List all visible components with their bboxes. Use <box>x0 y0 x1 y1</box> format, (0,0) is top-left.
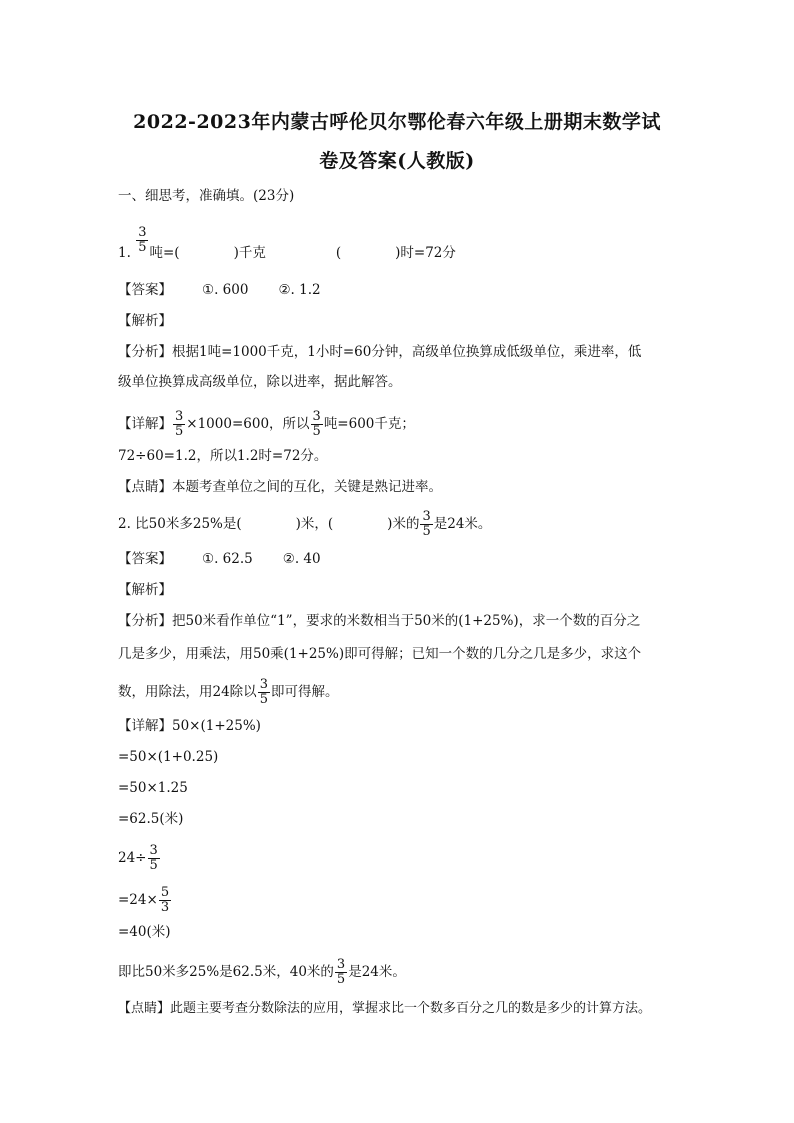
question-2-detail-line-4: =62.5(米) <box>118 811 184 827</box>
question-1-analysis-label: 【解析】 <box>118 313 172 329</box>
doc-title-line-1: 2022-2023年内蒙古呼伦贝尔鄂伦春六年级上册期末数学试 <box>133 111 661 133</box>
doc-title-line-2: 卷及答案(人教版) <box>319 150 475 172</box>
question-2-detail-line-2: =50×(1+0.25) <box>118 749 219 765</box>
question-1-remark: 【点睛】本题考查单位之间的互化，关键是熟记进率。 <box>118 479 442 495</box>
question-2-detail-line-6: =24× $\frac{5}{3}$ <box>118 885 170 915</box>
question-1-analysis-line-2: 级单位换算成高级单位，除以进率，据此解答。 <box>118 374 402 390</box>
question-1-detail: 【详解】 $\frac{3}{5}$ ×1000=600，所以 $\frac{3}{5}$ 吨=600千克； <box>118 409 415 439</box>
section-heading: 一、细思考，准确填。(23分) <box>118 188 295 204</box>
question-2-detail-line-5: 24÷ $\frac{3}{5}$ <box>118 843 158 873</box>
question-2-analysis-line-2: 几是多少，用乘法，用50乘(1+25%)即可得解；已知一个数的几分之几是多少，求这个 <box>118 646 642 662</box>
question-2-remark: 【点睛】此题主要考查分数除法的应用，掌握求比一个数多百分之几的数是多少的计算方法。 <box>118 1001 652 1016</box>
question-1-detail-line-2: 72÷60=1.2，所以1.2时=72分。 <box>118 448 328 464</box>
question-2-analysis-fraction: $\frac{3}{5}$ <box>259 677 268 707</box>
question-2-conclusion: 即比50米多25%是62.5米，40米的 $\frac{3}{5}$ 是24米。 <box>118 957 406 987</box>
question-2-analysis-label: 【解析】 <box>118 582 172 598</box>
question-2-answer: 【答案】 ①. 62.5 ②. 40 <box>118 551 321 567</box>
question-2-detail-line-3: =50×1.25 <box>118 780 188 796</box>
question-2-detail-line-1: 【详解】50×(1+25%) <box>118 718 261 734</box>
question-1-analysis-line-1: 【分析】根据1吨=1000千克，1小时=60分钟，高级单位换算成低级单位，乘进率，低 <box>118 344 642 360</box>
question-1-answer: 【答案】 ①. 600 ②. 1.2 <box>118 282 321 298</box>
question-1-number: 1. <box>118 245 131 261</box>
question-2-analysis-line-1: 【分析】把50米看作单位“1”，要求的米数相当于50米的(1+25%)，求一个数的百分之 <box>118 613 641 629</box>
question-2-detail-fraction-b: $\frac{5}{3}$ <box>160 885 170 915</box>
question-1-detail-fraction: $\frac{3}{5}$ <box>175 409 184 439</box>
question-2-fraction: $\frac{3}{5}$ <box>422 509 431 539</box>
question-2: 2. 比50米多25%是( )米，( )米的 $\frac{3}{5}$ 是24米。 <box>118 509 492 539</box>
question-1-detail-fraction-2: $\frac{3}{5}$ <box>312 409 321 439</box>
question-2-detail-fraction-a: $\frac{3}{5}$ <box>149 843 158 873</box>
question-1: 1. $\frac{3}{5}$ 吨=( )千克 ( )时=72分 <box>118 225 456 261</box>
question-2-analysis-line-3: 数，用除法，用24除以 $\frac{3}{5}$ 即可得解。 <box>118 677 339 707</box>
question-1-fraction: $\frac{3}{5}$ <box>138 225 147 255</box>
question-2-detail-line-7: =40(米) <box>118 924 171 940</box>
question-2-conclusion-fraction: $\frac{3}{5}$ <box>336 957 346 987</box>
